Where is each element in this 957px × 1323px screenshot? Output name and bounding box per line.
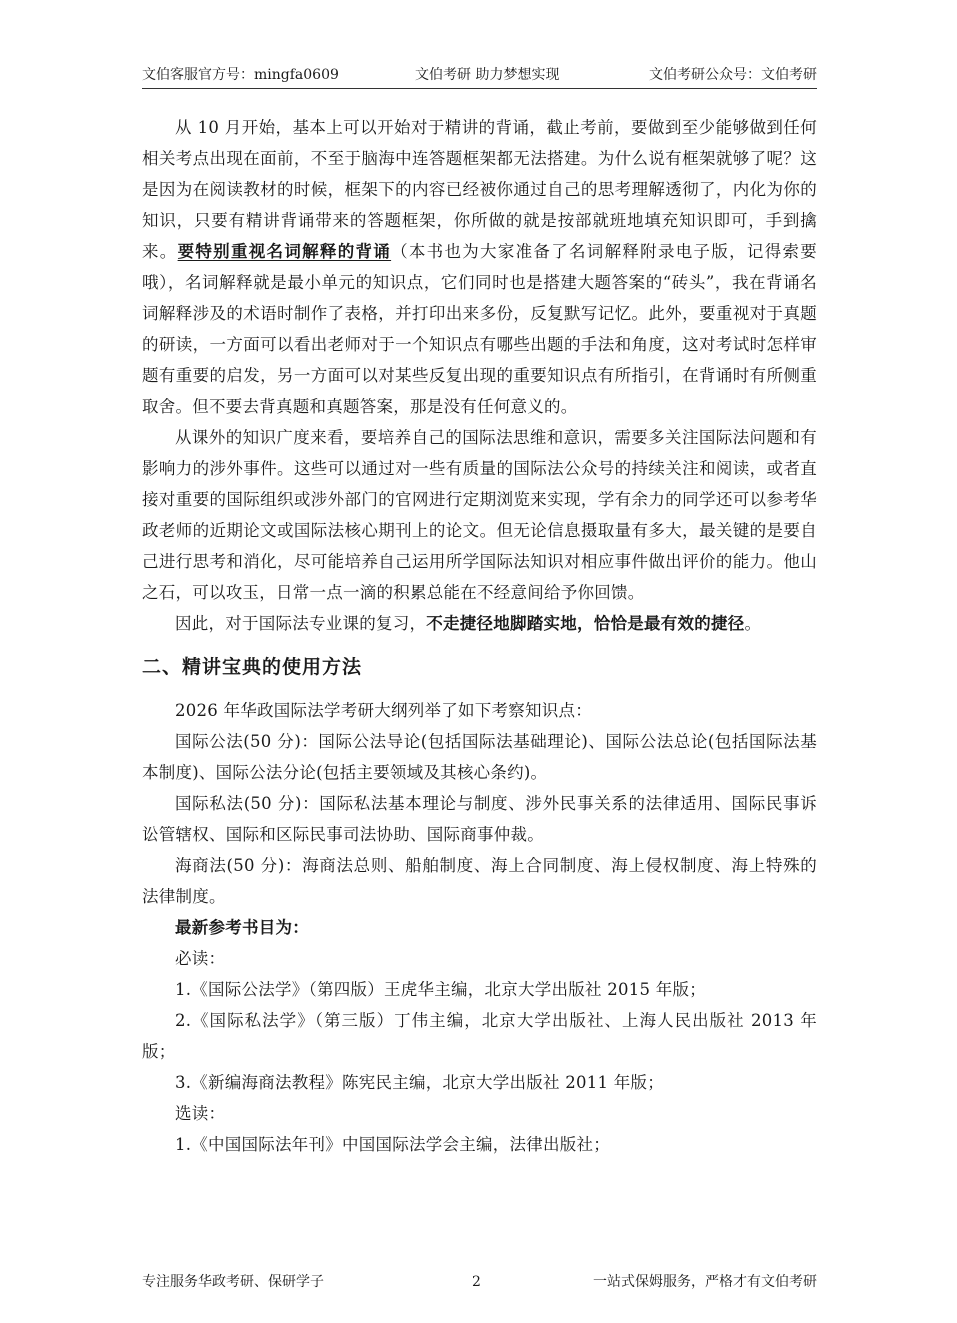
emphasis-term-recitation: 要特别重视名词解释的背诵: [177, 242, 392, 261]
header-customer-service: 文伯客服官方号：mingfa0609: [142, 67, 339, 83]
outline-intro: 2026 年华政国际法学考研大纲列举了如下考察知识点：: [175, 701, 592, 720]
required-book: 1.《国际公法学》（第四版）王虎华主编，北京大学出版社 2015 年版；: [175, 980, 706, 999]
page-content: [142, 112, 817, 1160]
paragraph-text: 因此，对于国际法专业课的复习，: [175, 614, 427, 633]
emphasis-shortcut: 不走捷径地脚踏实地，恰恰是最有效的捷径: [426, 614, 745, 633]
paragraph-text: （本书也为大家准备了名词解释附录电子版，记得索要哦），名词解释就是最小单元的知识点，它们同时也是搭建大题答案的“砖头”，我在背诵名词解释涉及的术语时制作了表格，并打印出来多份，反复默写记忆。此外，要重视对于真题的研读，一方面可以看出老师对于一个知识点有哪些出题的手法和角度，这对考试时怎样审题有重要的启发，另一方面可以对某些反复出现的重要知识点有所指引，在背诵时有所侧重取舍。但不要去背真题和真题答案，那是没有任何意义的。: [142, 242, 818, 416]
exam-outline: [142, 695, 817, 1160]
required-book: 2.《国际私法学》（第三版）丁伟主编，北京大学出版社、上海人民出版社 2013 年版；: [142, 1011, 817, 1061]
paragraph-conclusion: [142, 608, 817, 639]
footer-tagline: 专注服务华政考研、保研学子: [142, 1274, 324, 1290]
reference-books-heading: 最新参考书目为：: [175, 918, 309, 937]
header-official-account: 文伯考研公众号：文伯考研: [649, 67, 817, 83]
outline-private-law: 国际私法(50 分)：国际私法基本理论与制度、涉外民事关系的法律适用、国际民事诉讼管辖权、国际和区际民事司法协助、国际商事仲裁。: [142, 794, 817, 844]
paragraph-recitation: [142, 112, 817, 422]
page-footer: [142, 1271, 817, 1293]
header-slogan: 文伯考研 助力梦想实现: [415, 67, 560, 83]
required-book: 3.《新编海商法教程》陈宪民主编，北京大学出版社 2011 年版；: [175, 1073, 664, 1092]
outline-public-law: 国际公法(50 分)：国际公法导论(包括国际法基础理论)、国际公法总论(包括国际法基本制度)、国际公法分论(包括主要领域及其核心条约)。: [142, 732, 817, 782]
section-heading: 二、精讲宝典的使用方法: [142, 656, 363, 678]
optional-label: 选读：: [175, 1104, 226, 1123]
optional-book: 1.《中国国际法年刊》中国国际法学会主编，法律出版社；: [175, 1135, 610, 1154]
page-number: 2: [472, 1274, 481, 1290]
paragraph-text: 从 10 月开始，基本上可以开始对于精讲的背诵，截止考前，要做到至少能够做到任何相关考点出现在面前，不至于脑海中连答题框架都无法搭建。为什么说有框架就够了呢？这是因为在阅读教材的时候，框架下的内容已经被你通过自己的思考理解透彻了，内化为你的知识，只要有精讲背诵带来的答题框架，你所做的就是按部就班地填充知识即可，手到擒来。: [142, 118, 817, 261]
outline-maritime-law: 海商法(50 分)：海商法总则、船舶制度、海上合同制度、海上侵权制度、海上特殊的法律制度。: [142, 856, 817, 906]
paragraph-extracurricular: 从课外的知识广度来看，要培养自己的国际法思维和意识，需要多关注国际法问题和有影响力的涉外事件。这些可以通过对一些有质量的国际法公众号的持续关注和阅读，或者直接对重要的国际组织或涉外部门的官网进行定期浏览来实现，学有余力的同学还可以参考华政老师的近期论文或国际法核心期刊上的论文。但无论信息摄取量有多大，最关键的是要自己进行思考和消化，尽可能培养自己运用所学国际法知识对相应事件做出评价的能力。他山之石，可以攻玉，日常一点一滴的积累总能在不经意间给予你回馈。: [142, 428, 817, 602]
footer-service: 一站式保姆服务，严格才有文伯考研: [593, 1274, 817, 1290]
page-header: [142, 64, 817, 89]
required-label: 必读：: [175, 949, 226, 968]
paragraph-text: 。: [744, 614, 762, 633]
